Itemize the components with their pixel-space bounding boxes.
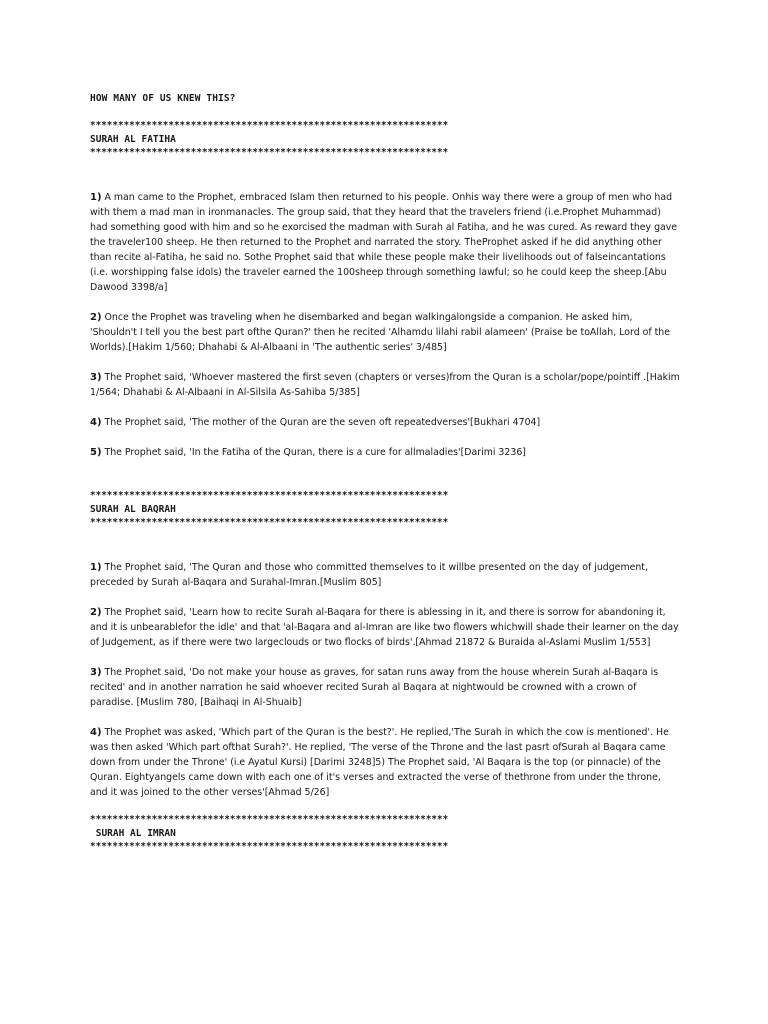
paragraph [90, 190, 680, 295]
document-page [90, 93, 680, 853]
paragraph-number: 1) [90, 562, 102, 573]
paragraph-number: 4) [90, 417, 102, 428]
paragraph-text: The Prophet said, 'In the Fatiha of the Quran, there is a cure for allmaladies'[Darimi 3236] [101, 447, 526, 458]
paragraph-text: The Prophet said, 'Do not make your house as graves, for satan runs away from the house wherein Surah al-Baqara is recited' and in another narration he said whoever recited Surah al Baqara at nightwould be crowned with a crown of paradise. [Muslim 780, [Baihaqi in Al-Shuaib] [90, 667, 659, 708]
separator-line: **************************************************************** [90, 517, 449, 528]
paragraph [90, 370, 680, 400]
paragraph [90, 665, 680, 710]
paragraph-number: 1) [90, 192, 102, 203]
separator-line: **************************************************************** [90, 490, 449, 501]
paragraph [90, 415, 680, 430]
paragraph-text: The Prophet was asked, 'Which part of the Quran is the best?'. He replied,'The Surah in which the cow is mentioned'. He was then asked 'Which part ofthat Surah?'. He replied, 'The verse of the Throne and the last pasrt ofSurah al Baqara came down from under the Throne' (i.e Ayatul Kursi) [Darimi 3248]5) The Prophet said, 'Al Baqara is the top (or pinnacle) of the Quran. Eightyangels came down with each one of it's verses and extracted the verse of thethrone from under the throne, and it was joined to the other verses'[Ahmad 5/26] [90, 727, 669, 798]
separator-line: **************************************************************** [90, 147, 449, 158]
paragraph [90, 605, 680, 650]
separator-line: **************************************************************** [90, 841, 449, 852]
section-title-fatiha: SURAH AL FATIHA [90, 134, 176, 145]
paragraph [90, 725, 680, 800]
document-title: HOW MANY OF US KNEW THIS? [90, 93, 236, 104]
paragraph-text: The Prophet said, 'The mother of the Quran are the seven oft repeatedverses'[Bukhari 4704] [101, 417, 541, 428]
section-title-baqrah: SURAH AL BAQRAH [90, 504, 176, 515]
paragraph-number: 2) [90, 312, 102, 323]
separator-line: **************************************************************** [90, 120, 449, 131]
separator-line: **************************************************************** [90, 814, 449, 825]
paragraph-text: A man came to the Prophet, embraced Islam then returned to his people. Onhis way there were a group of men who had with them a mad man in ironmanacles. The group said, that they heard that the travelers friend (i.e.Prophet Muhammad) had something good with him and so he exorcised the madman with Surah al Fatiha, and he was cured. As reward they gave the traveler100 sheep. He then returned to the Prophet and narrated the story. TheProphet asked if he did anything other than recite al-Fatiha, he said no. Sothe Prophet said that while these people make their livelihoods out of falseincantations (i.e. worshipping false idols) the traveler earned the 100sheep through something lawful; so he could keep the sheep.[Abu Dawood 3398/a] [90, 192, 678, 293]
paragraph [90, 445, 680, 460]
section-title-imran: SURAH AL IMRAN [90, 828, 176, 839]
paragraph [90, 560, 680, 590]
paragraph-number: 4) [90, 727, 102, 738]
paragraph-number: 3) [90, 372, 102, 383]
paragraph-number: 5) [90, 447, 102, 458]
paragraph [90, 310, 680, 355]
paragraph-text: The Prophet said, 'Learn how to recite Surah al-Baqara for there is ablessing in it, and there is sorrow for abandoning it, and it is unbearablefor the idle' and that 'al-Baqara and al-Imran are like two flowers whichwill shade their learner on the day of Judgement, as if there were two largeclouds or two flocks of birds'.[Ahmad 21872 & Buraida al-Aslami Muslim 1/553] [90, 607, 679, 648]
paragraph-text: The Prophet said, 'The Quran and those who committed themselves to it willbe presented on the day of judgement, preceded by Surah al-Baqara and Surahal-Imran.[Muslim 805] [90, 562, 648, 588]
paragraph-number: 3) [90, 667, 102, 678]
paragraph-text: The Prophet said, 'Whoever mastered the first seven (chapters or verses)from the Quran is a scholar/pope/pointiff .[Hakim 1/564; Dhahabi & Al-Albaani in Al-Silsila As-Sahiba 5/385] [90, 372, 680, 398]
paragraph-number: 2) [90, 607, 102, 618]
paragraph-text: Once the Prophet was traveling when he disembarked and began walkingalongside a companion. He asked him, 'Shouldn't I tell you the best part ofthe Quran?' then he recited 'Alhamdu lilahi rabil alameen' (Praise be toAllah, Lord of the Worlds).[Hakim 1/560; Dhahabi & Al-Albaani in 'The authentic series' 3/485] [90, 312, 671, 353]
